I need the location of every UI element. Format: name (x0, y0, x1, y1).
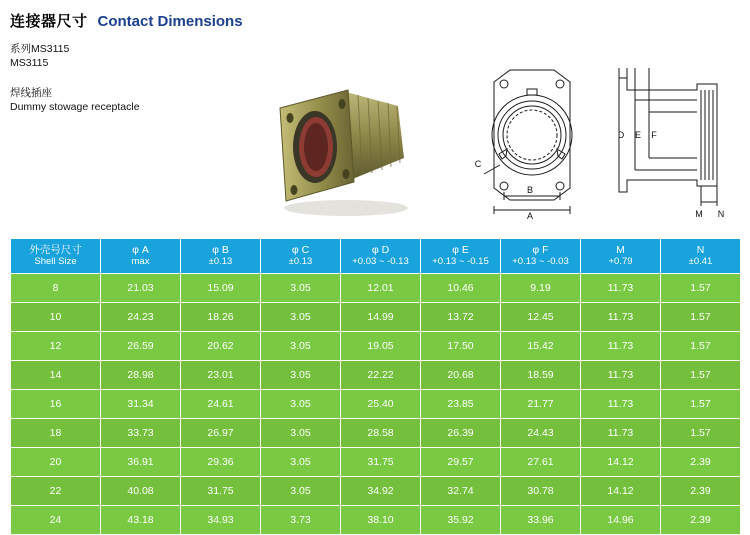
table-cell: 1.57 (661, 274, 741, 303)
col-header-e: φ E +0.13 ~ -0.15 (421, 239, 501, 274)
dim-label-m: M (695, 209, 703, 219)
front-view-drawing (470, 60, 595, 220)
table-cell: 12.01 (341, 274, 421, 303)
cell-shell-size: 10 (11, 303, 101, 332)
cell-shell-size: 8 (11, 274, 101, 303)
spec-table (10, 238, 741, 535)
table-cell: 14.12 (581, 477, 661, 506)
table-cell: 26.97 (181, 419, 261, 448)
table-cell: 28.98 (101, 361, 181, 390)
table-cell: 28.58 (341, 419, 421, 448)
table-row (11, 419, 741, 448)
table-cell: 26.39 (421, 419, 501, 448)
table-cell: 20.62 (181, 332, 261, 361)
series-label-cn: 系列MS3115 (10, 43, 70, 55)
table-cell: 3.05 (261, 274, 341, 303)
table-cell: 3.05 (261, 390, 341, 419)
header-row (11, 239, 741, 274)
col-header-d: φ D +0.03 ~ -0.13 (341, 239, 421, 274)
page-title-en: Contact Dimensions (97, 13, 243, 30)
table-cell: 30.78 (501, 477, 581, 506)
table-cell: 24.43 (501, 419, 581, 448)
table-cell: 32.74 (421, 477, 501, 506)
table-cell: 15.42 (501, 332, 581, 361)
table-row (11, 390, 741, 419)
table-cell: 33.96 (501, 506, 581, 535)
col-header-n: N ±0.41 (661, 239, 741, 274)
table-cell: 9.19 (501, 274, 581, 303)
cell-shell-size: 24 (11, 506, 101, 535)
table-cell: 35.92 (421, 506, 501, 535)
table-cell: 13.72 (421, 303, 501, 332)
col-header-m: M +0.79 (581, 239, 661, 274)
table-cell: 1.57 (661, 390, 741, 419)
table-cell: 31.75 (181, 477, 261, 506)
table-cell: 11.73 (581, 390, 661, 419)
table-cell: 36.91 (101, 448, 181, 477)
cell-shell-size: 20 (11, 448, 101, 477)
cell-shell-size: 18 (11, 419, 101, 448)
table-cell: 1.57 (661, 303, 741, 332)
table-cell: 19.05 (341, 332, 421, 361)
page-title-cn: 连接器尺寸 (10, 13, 88, 30)
table-cell: 11.73 (581, 274, 661, 303)
col-header-c: φ C ±0.13 (261, 239, 341, 274)
product-photo (258, 62, 433, 222)
col-header-a: φ A max (101, 239, 181, 274)
table-cell: 15.09 (181, 274, 261, 303)
table-cell: 31.34 (101, 390, 181, 419)
table-cell: 1.57 (661, 332, 741, 361)
table-cell: 3.05 (261, 419, 341, 448)
table-cell: 31.75 (341, 448, 421, 477)
table-cell: 2.39 (661, 477, 741, 506)
dim-label-d: D (617, 130, 625, 140)
col-header-b: φ B ±0.13 (181, 239, 261, 274)
table-row (11, 477, 741, 506)
series-label-en: MS3115 (10, 57, 49, 69)
table-cell: 3.05 (261, 477, 341, 506)
table-row (11, 303, 741, 332)
table-cell: 24.61 (181, 390, 261, 419)
spec-table-wrapper (10, 238, 740, 535)
table-cell: 10.46 (421, 274, 501, 303)
table-cell: 34.93 (181, 506, 261, 535)
table-cell: 1.57 (661, 361, 741, 390)
type-label-en: Dummy stowage receptacle (10, 101, 140, 113)
table-cell: 2.39 (661, 506, 741, 535)
table-row (11, 361, 741, 390)
table-cell: 27.61 (501, 448, 581, 477)
table-cell: 24.23 (101, 303, 181, 332)
table-cell: 14.99 (341, 303, 421, 332)
table-cell: 18.59 (501, 361, 581, 390)
table-cell: 14.12 (581, 448, 661, 477)
table-cell: 14.96 (581, 506, 661, 535)
table-cell: 22.22 (341, 361, 421, 390)
table-cell: 29.36 (181, 448, 261, 477)
dim-label-f: F (651, 130, 657, 140)
table-cell: 3.73 (261, 506, 341, 535)
table-cell: 3.05 (261, 332, 341, 361)
page-header (10, 10, 243, 31)
table-cell: 26.59 (101, 332, 181, 361)
table-cell: 1.57 (661, 419, 741, 448)
table-cell: 38.10 (341, 506, 421, 535)
dim-label-b: B (526, 185, 534, 195)
col-header-f: φ F +0.13 ~ -0.03 (501, 239, 581, 274)
dim-label-c: C (474, 159, 482, 169)
table-cell: 34.92 (341, 477, 421, 506)
table-cell: 11.73 (581, 361, 661, 390)
spec-table-body (11, 274, 741, 535)
table-row (11, 274, 741, 303)
table-cell: 20.68 (421, 361, 501, 390)
table-row (11, 506, 741, 535)
table-row (11, 448, 741, 477)
cell-shell-size: 22 (11, 477, 101, 506)
dim-label-e: E (634, 130, 642, 140)
table-cell: 11.73 (581, 419, 661, 448)
product-meta (10, 42, 140, 114)
table-cell: 17.50 (421, 332, 501, 361)
table-row (11, 332, 741, 361)
table-cell: 2.39 (661, 448, 741, 477)
dim-label-a: A (526, 211, 534, 220)
table-cell: 3.05 (261, 303, 341, 332)
table-cell: 23.01 (181, 361, 261, 390)
side-view-drawing (605, 60, 740, 220)
table-cell: 43.18 (101, 506, 181, 535)
table-cell: 11.73 (581, 332, 661, 361)
table-cell: 40.08 (101, 477, 181, 506)
table-cell: 3.05 (261, 361, 341, 390)
table-cell: 11.73 (581, 303, 661, 332)
type-label-cn: 焊线插座 (10, 87, 52, 99)
cell-shell-size: 12 (11, 332, 101, 361)
table-cell: 3.05 (261, 448, 341, 477)
table-cell: 33.73 (101, 419, 181, 448)
table-cell: 12.45 (501, 303, 581, 332)
spec-table-head (11, 239, 741, 274)
table-cell: 21.03 (101, 274, 181, 303)
table-cell: 18.26 (181, 303, 261, 332)
table-cell: 29.57 (421, 448, 501, 477)
table-cell: 25.40 (341, 390, 421, 419)
cell-shell-size: 14 (11, 361, 101, 390)
dim-label-n: N (717, 209, 725, 219)
col-header-shell-size: 外壳号尺寸 Shell Size (11, 239, 101, 274)
table-cell: 21.77 (501, 390, 581, 419)
table-cell: 23.85 (421, 390, 501, 419)
cell-shell-size: 16 (11, 390, 101, 419)
